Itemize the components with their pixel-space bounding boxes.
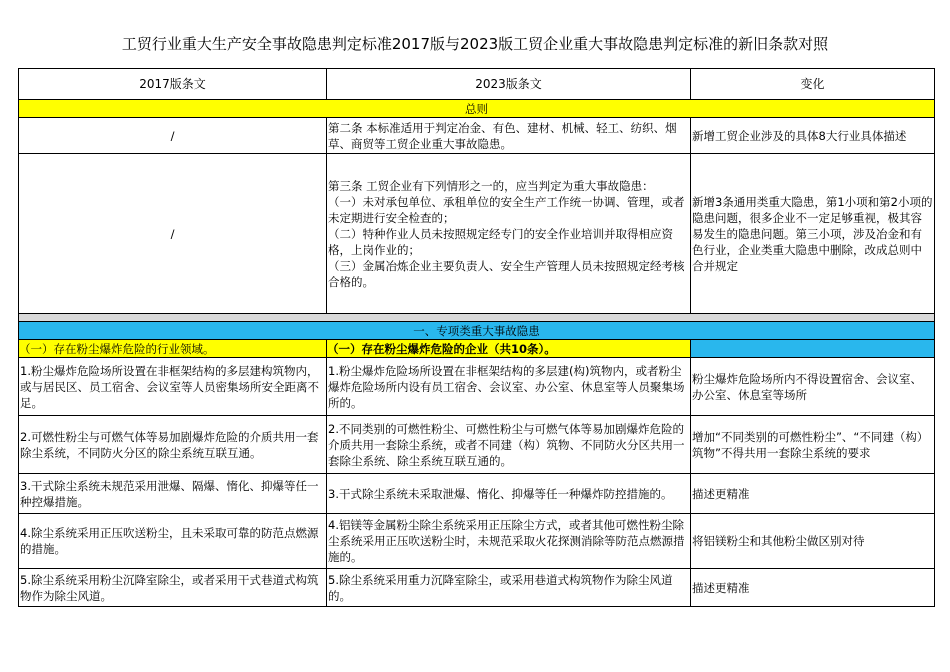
change-note: 新增3条通用类重大隐患，第1小项和第2小项的隐患问题，很多企业不一定足够重视，极其容易发生的隐患问题。第三小项，涉及冶金和有色行业，企业类重大隐患中删除，改成总则中合并规定 [691,154,935,314]
clause-line: （二）特种作业人员未按照规定经专门的安全作业培训并取得相应资格，上岗作业的； [328,226,673,257]
section-special-title: 一、专项类重大事故隐患 [19,322,935,340]
spacer-cell [19,314,935,322]
new-clause: 第二条 本标准适用于判定冶金、有色、建材、机械、轻工、纺织、烟草、商贸等工贸企业重大事故隐患。 [327,118,691,154]
old-clause: 5.除尘系统采用粉尘沉降室除尘，或者采用干式巷道式构筑物作为除尘风道。 [19,569,327,607]
new-clause: 5.除尘系统采用重力沉降室除尘，或采用巷道式构筑物作为除尘风道的。 [327,569,691,607]
table-row [19,416,935,474]
change-note: 新增工贸企业涉及的具体8大行业具体描述 [691,118,935,154]
spacer-row [19,314,935,322]
old-clause: 3.干式除尘系统未规范采用泄爆、隔爆、惰化、抑爆等任一种控爆措施。 [19,474,327,514]
subsection-row [19,340,935,358]
section-general-row [19,100,935,118]
new-clause: 3.干式除尘系统未采取泄爆、惰化、抑爆等任一种爆炸防控措施的。 [327,474,691,514]
old-clause: / [19,118,327,154]
old-clause: / [19,154,327,314]
change-note: 描述更精准 [691,569,935,607]
table-row [19,358,935,416]
change-note: 增加“不同类别的可燃性粉尘”、“不同建（构）筑物”不得共用一套除尘系统的要求 [691,416,935,474]
new-clause [327,154,691,314]
section-special-row [19,322,935,340]
header-row [19,69,935,100]
new-clause: 4.铝镁等金属粉尘除尘系统采用正压除尘方式，或者其他可燃性粉尘除尘系统采用正压吹送粉尘时，未规范采取火花探测消除等防范点燃源措施的。 [327,514,691,569]
page-title: 工贸行业重大生产安全事故隐患判定标准2017版与2023版工贸企业重大事故隐患判定标准的新旧条款对照 [121,35,829,53]
table-row [19,154,935,314]
subsection-new: （一）存在粉尘爆炸危险的企业（共10条）。 [327,340,691,358]
subsection-old: （一）存在粉尘爆炸危险的行业领域。 [19,340,327,358]
old-clause: 1.粉尘爆炸危险场所设置在非框架结构的多层建构筑物内，或与居民区、员工宿舍、会议室等人员密集场所安全距离不足。 [19,358,327,416]
header-2023: 2023版条文 [327,69,691,100]
section-general-title: 总则 [19,100,935,118]
subsection-change [691,340,935,358]
table-row [19,569,935,607]
old-clause: 4.除尘系统采用正压吹送粉尘，且未采取可靠的防范点燃源的措施。 [19,514,327,569]
change-note: 粉尘爆炸危险场所内不得设置宿舍、会议室、办公室、休息室等场所 [691,358,935,416]
header-2017: 2017版条文 [19,69,327,100]
change-note: 将铝镁粉尘和其他粉尘做区别对待 [691,514,935,569]
table-row [19,474,935,514]
clause-line: （三）金属冶炼企业主要负责人、安全生产管理人员未按照规定经考核合格的。 [328,258,685,289]
header-change: 变化 [691,69,935,100]
table-row [19,118,935,154]
new-clause: 1.粉尘爆炸危险场所设置在非框架结构的多层建(构)筑物内，或者粉尘爆炸危险场所内设有员工宿舍、会议室、办公室、休息室等人员聚集场所的。 [327,358,691,416]
old-clause: 2.可燃性粉尘与可燃气体等易加剧爆炸危险的介质共用一套除尘系统，不同防火分区的除尘系统互联互通。 [19,416,327,474]
clause-line: （一）未对承包单位、承租单位的安全生产工作统一协调、管理，或者未定期进行安全检查的； [328,194,685,225]
new-clause: 2.不同类别的可燃性粉尘、可燃性粉尘与可燃气体等易加剧爆炸危险的介质共用一套除尘系统，或者不同建（构）筑物、不同防火分区共用一套除尘系统、除尘系统互联互通的。 [327,416,691,474]
table-row [19,514,935,569]
comparison-table [18,68,935,607]
change-note: 描述更精准 [691,474,935,514]
clause-line: 第三条 工贸企业有下列情形之一的，应当判定为重大事故隐患： [328,178,654,193]
